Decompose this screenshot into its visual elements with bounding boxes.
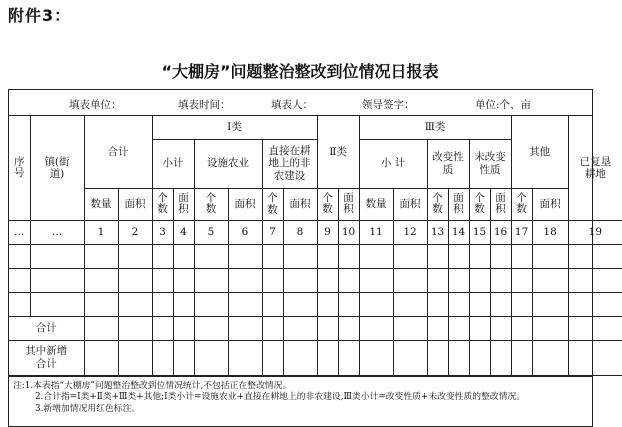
header-other-area: 面积 xyxy=(532,188,568,220)
total-row xyxy=(9,316,622,340)
col-num-cell: 6 xyxy=(228,220,262,244)
header-class2-count: 个数 xyxy=(317,188,338,220)
col-num-cell: 9 xyxy=(317,220,338,244)
header-class2-area: 面积 xyxy=(338,188,359,220)
fill-unit-label: 填表单位： xyxy=(69,99,122,111)
header-seq: 序号 xyxy=(9,116,30,220)
header-sub-count: 个数 xyxy=(152,188,173,220)
header-class3-subtotal: 小 计 xyxy=(359,139,427,188)
fill-time-label: 填表时间： xyxy=(178,99,231,111)
header-sub-area: 面积 xyxy=(173,188,194,220)
col-num-cell: … xyxy=(30,220,84,244)
col-num-cell: … xyxy=(9,220,30,244)
report-title: “大棚房”问题整治整改到位情况日报表 xyxy=(161,62,439,81)
header-town: 镇(街道) xyxy=(30,116,84,220)
col-num-cell: 14 xyxy=(448,220,469,244)
table-row xyxy=(9,268,622,292)
col-num-cell: 3 xyxy=(152,220,173,244)
col-num-cell: 19 xyxy=(568,220,622,244)
col-num-cell: 8 xyxy=(283,220,317,244)
table-row xyxy=(9,244,622,268)
header-unchanged-count: 个数 xyxy=(469,188,490,220)
new-total-row xyxy=(9,340,622,375)
col-num-cell: 16 xyxy=(490,220,511,244)
col-num-cell: 12 xyxy=(393,220,427,244)
col-num-cell: 17 xyxy=(511,220,532,244)
report-form xyxy=(8,89,612,427)
units-note: 单位:个、亩 xyxy=(475,99,532,111)
col-num-cell: 4 xyxy=(173,220,194,244)
col-num-cell: 15 xyxy=(469,220,490,244)
report-table xyxy=(9,116,622,376)
col-num-cell: 5 xyxy=(194,220,228,244)
header-direct-count: 个数 xyxy=(262,188,283,220)
total-row-label: 合计 xyxy=(9,316,84,340)
header-class1-subtotal: 小计 xyxy=(152,139,194,188)
header-facility-ag: 设施农业 xyxy=(194,139,262,188)
col-num-cell: 7 xyxy=(262,220,283,244)
header-other: 其他 xyxy=(511,116,568,188)
header-facility-count: 个数 xyxy=(194,188,228,220)
header-facility-area: 面积 xyxy=(228,188,262,220)
header-total: 合计 xyxy=(84,116,152,188)
col-num-cell: 2 xyxy=(118,220,152,244)
header-total-area: 面积 xyxy=(118,188,152,220)
column-number-row xyxy=(9,220,622,244)
note-2: 2.合计指=Ⅰ类+Ⅱ类+Ⅲ类+其他;Ⅰ类小计=设施农业+直接在耕地上的非农建设,Ⅲ类小计=改变性质+未改变性质的整改情况。 xyxy=(35,392,526,403)
header-unchanged: 未改变性质 xyxy=(469,139,511,188)
header-sub3-count: 数量 xyxy=(359,188,393,220)
header-direct-area: 面积 xyxy=(283,188,317,220)
col-num-cell: 18 xyxy=(532,220,568,244)
note-3: 3.新增加情况用红色标注。 xyxy=(35,403,141,414)
header-changed-count: 个数 xyxy=(427,188,448,220)
table-row xyxy=(9,292,622,316)
header-class2: Ⅱ类 xyxy=(317,116,359,188)
header-restored: 已复垦耕地 xyxy=(568,116,622,220)
col-num-cell: 10 xyxy=(338,220,359,244)
fill-info-line xyxy=(9,90,592,116)
header-class1: Ⅰ类 xyxy=(152,116,317,139)
note-1: 注:1.本表指“大棚房”问题整治整改到位情况统计,不包括正在整改情况。 xyxy=(13,380,292,391)
attachment-label: 附件3： xyxy=(8,6,72,25)
leader-sign-label: 领导签字： xyxy=(362,99,415,111)
filler-label: 填表人： xyxy=(271,99,313,111)
header-changed-area: 面积 xyxy=(448,188,469,220)
header-class3: Ⅲ类 xyxy=(359,116,511,139)
header-changed: 改变性质 xyxy=(427,139,469,188)
col-num-cell: 13 xyxy=(427,220,448,244)
header-unchanged-area: 面积 xyxy=(490,188,511,220)
notes-section xyxy=(9,376,592,426)
col-num-cell: 1 xyxy=(84,220,118,244)
header-direct-nonag: 直接在耕地上的非农建设 xyxy=(262,139,317,188)
col-num-cell: 11 xyxy=(359,220,393,244)
header-other-count: 个数 xyxy=(511,188,532,220)
header-sub3-area: 面积 xyxy=(393,188,427,220)
new-total-row-label: 其中新增合计 xyxy=(9,340,84,375)
header-total-count: 数量 xyxy=(84,188,118,220)
